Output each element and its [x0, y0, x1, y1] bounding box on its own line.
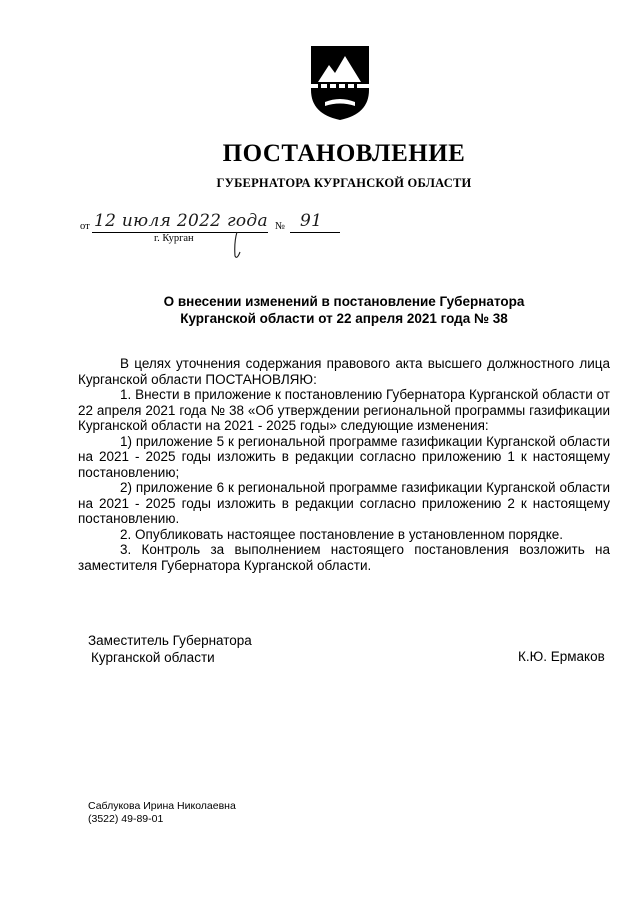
executor-info: [88, 800, 236, 826]
heading-line-2: Курганской области от 22 апреля 2021 года № 38: [180, 311, 508, 326]
signer-name: К.Ю. Ермаков: [518, 649, 605, 664]
number-sign: №: [275, 221, 286, 232]
signer-position: [88, 632, 252, 666]
executor-phone: (3522) 49-89-01: [88, 813, 164, 825]
executor-name: Саблукова Ирина Николаевна: [88, 800, 236, 812]
date-prefix: от: [80, 221, 90, 232]
document-body: [78, 356, 610, 573]
handwriting-stroke: [228, 230, 246, 262]
body-paragraph: 2. Опубликовать настоящее постановление в установленном порядке.: [120, 526, 564, 542]
body-paragraph: В целях уточнения содержания правового акта высшего должностного лица Курганской области ПОСТАНОВЛЯЮ:: [78, 356, 610, 387]
heading-line-1: О внесении изменений в постановление Губернатора: [163, 294, 525, 309]
signer-position-line-1: Заместитель Губернатора: [88, 633, 252, 648]
body-paragraph: 1. Внести в приложение к постановлению Губернатора Курганской области от 22 апреля 2021 года № 38 «Об утверждении региональной программы газификации Курганской области на 2021 - 2025 годы» следующие изменения:: [78, 387, 610, 433]
date-handwritten: 12 июля 2022 года: [94, 211, 268, 231]
signer-position-line-2: Курганской области: [91, 650, 215, 665]
number-field: [290, 211, 340, 233]
body-paragraph: 2) приложение 6 к региональной программе газификации Курганской области на 2021 - 2025 годы изложить в редакции согласно приложению 2 к настоящему постановлению.: [78, 480, 610, 526]
number-handwritten: 91: [300, 211, 323, 231]
document-title: ПОСТАНОВЛЕНИЕ: [222, 140, 466, 167]
body-paragraph: 1) приложение 5 к региональной программе газификации Курганской области на 2021 - 2025 годы изложить в редакции согласно приложению 1 к настоящему постановлению;: [78, 433, 610, 480]
city-label: г. Курган: [154, 233, 194, 244]
kurgan-coat-of-arms-icon: [309, 44, 371, 122]
document-heading: [0, 293, 640, 327]
document-subtitle: ГУБЕРНАТОРА КУРГАНСКОЙ ОБЛАСТИ: [216, 176, 472, 190]
body-paragraph: 3. Контроль за выполнением настоящего постановления возложить на заместителя Губернатора Курганской области.: [78, 542, 610, 573]
